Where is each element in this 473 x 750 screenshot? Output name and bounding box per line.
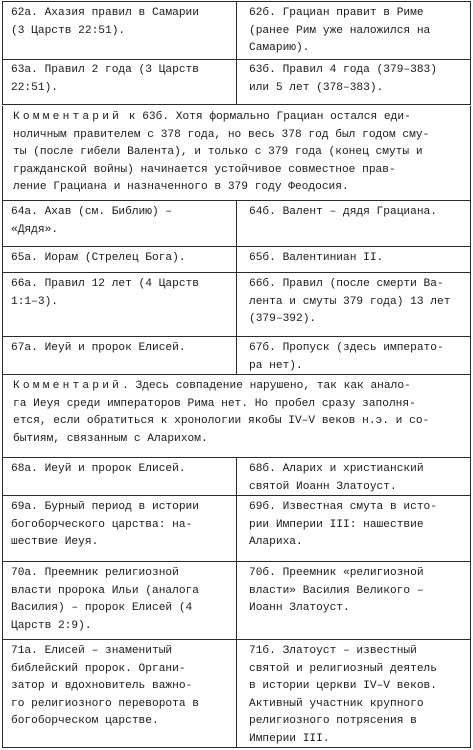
table-row: [2, 247, 471, 273]
table-row: [2, 201, 471, 247]
left-cell: 64а. Ахав (см. Библию) – «Дядя».: [3, 201, 237, 246]
comment-text: [3, 106, 470, 197]
comment-keyword: Комментарий: [13, 380, 123, 392]
left-cell: 65а. Иорам (Стрелец Бога).: [3, 247, 237, 272]
right-cell: 64б. Валент – дядя Грациана.: [249, 206, 437, 218]
left-cell: 69а. Бурный период в истории богоборческого царства: на- шествие Иеуя.: [3, 496, 237, 561]
table-row: [2, 496, 471, 562]
table-row: [2, 59, 471, 105]
comment-text: [3, 375, 470, 448]
right-cell: 62б. Грациан правит в Риме (ранее Рим уже наложился на Самарию).: [249, 7, 431, 54]
left-cell: 62а. Ахазия правил в Самарии (3 Царств 22:51).: [3, 2, 237, 59]
comment-row: [2, 375, 471, 458]
left-cell: 68а. Иеуй и пророк Елисей.: [3, 458, 237, 495]
table-row: [2, 640, 471, 748]
table-row: [2, 562, 471, 640]
right-cell: 65б. Валентиниан II.: [249, 252, 384, 264]
table-row: [2, 458, 471, 496]
comment-body: к 63б. Хотя формально Грациан остался еди- ноличным правителем с 378 года, но весь 378 год был годом сму- ты (после гибели Валента), и только с 379 года (конец смуты и гражданской войны) начинается устойчивое совместное прав- ление Грациана и назначенного в 379 году Феодосия.: [13, 111, 430, 193]
table-row: [2, 337, 471, 375]
right-cell: 71б. Златоуст – известный святой и религиозный деятель в истории церкви IV–V веков. Активный участник крупного религиозного потрясения в Империи III.: [249, 645, 437, 745]
right-cell: 67б. Пропуск (здесь императо- ра нет).: [249, 342, 444, 372]
right-cell: 66б. Правил (после смерти Ва- лента и смуты 379 года) 13 лет (379–392).: [249, 278, 451, 325]
table-row: [2, 1, 471, 60]
right-cell: 63б. Правил 4 года (379–383) или 5 лет (378–383).: [249, 64, 437, 94]
right-cell: 68б. Аларих и христианский святой Иоанн Златоуст.: [249, 463, 424, 493]
left-cell: 63а. Правил 2 года (3 Царств 22:51).: [3, 59, 237, 104]
right-cell: 69б. Известная смута в исто- рии Империи III: нашествие Алариха.: [249, 501, 437, 548]
left-cell: 70а. Преемник религиозной власти пророка Ильи (аналога Василия) – пророк Елисей (4 Царств 2:9).: [3, 562, 237, 639]
comment-keyword: Комментарий: [13, 111, 123, 123]
comment-row: [2, 106, 471, 201]
left-cell: 66а. Правил 12 лет (4 Царств 1:1–3).: [3, 273, 237, 336]
table-row: [2, 273, 471, 337]
comment-body: . Здесь совпадение нарушено, так как анало- га Иеуя среди императоров Рима нет. Но пробел сразу заполня- ется, если обратиться к хронологии якобы IV–V веков н.э. и со- бытиям, связанным с Аларихом.: [13, 380, 430, 445]
right-cell: 70б. Преемник «религиозной власти» Василия Великого – Иоанн Златоуст.: [249, 567, 424, 614]
left-cell: 71а. Елисей – знаменитый библейский пророк. Органи- затор и вдохновитель важно- го религиозного переворота в богоборческом царстве.: [3, 640, 237, 747]
left-cell: 67а. Иеуй и пророк Елисей.: [3, 337, 237, 374]
